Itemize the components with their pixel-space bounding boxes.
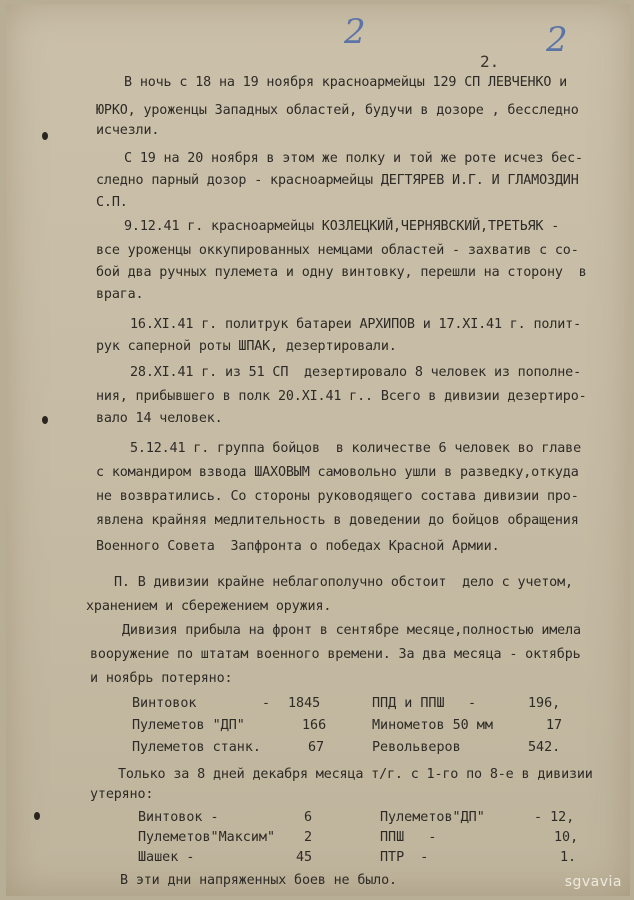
text-line: вало 14 человек. <box>96 411 223 426</box>
text-line: вооружение по штатам военного времени. За два месяца - октябрь <box>90 647 581 662</box>
text-line: 28.XI.41 г. из 51 СП дезертировало 8 человек из пополне- <box>130 365 581 380</box>
text-line: Военного Совета Запфронта о победах Красной Армии. <box>96 539 500 554</box>
handwritten-page-mark-left: 2 <box>344 12 366 52</box>
text-line: не возвратились. Со стороны руководящего состава дивизии про- <box>96 489 579 504</box>
document-body <box>6 4 630 896</box>
text-line: П. В дивизии крайне неблагополучно обстоит дело с учетом, <box>114 575 573 590</box>
text-line: явлена крайняя медлительность в доведении до бойцов обращения <box>96 513 579 528</box>
text-line: бой два ручных пулемета и одну винтовку, перешли на сторону в <box>96 265 587 280</box>
text-line: следно парный дозор - красноармейцы ДЕГТЯРЕВ И.Г. И ГЛАМОЗДИН <box>96 173 579 188</box>
text-line: С.П. <box>96 195 128 210</box>
handwritten-page-mark-right: 2 <box>546 20 568 60</box>
text-line: Дивизия прибыла на фронт в сентябре месяце,полностью имела <box>122 623 581 638</box>
text-line: 9.12.41 г. красноармейцы КОЗЛЕЦКИЙ,ЧЕРНЯВСКИЙ,ТРЕТЬЯК - <box>124 219 560 234</box>
text-line: исчезли. <box>96 123 160 138</box>
text-line: С 19 на 20 ноября в этом же полку и той же роте исчез бес- <box>124 151 583 166</box>
text-line: с командиром взвода ШАХОВЫМ самовольно ушли в разведку,откуда <box>96 465 579 480</box>
text-line: ния, прибывшего в полк 20.XI.41 г.. Всего в дивизии дезертиро- <box>96 389 587 404</box>
text-line: ЮРКО, уроженцы Западных областей, будучи в дозоре , бесследно <box>96 103 579 118</box>
text-line: рук саперной роты ШПАК, дезертировали. <box>96 339 397 354</box>
text-line: утеряно: <box>90 787 154 802</box>
text-line: 5.12.41 г. группа бойцов в количестве 6 человек во главе <box>130 441 581 456</box>
page-number: 2. <box>480 52 500 71</box>
text-line: 16.XI.41 г. политрук батареи АРХИПОВ и 17.XI.41 г. полит- <box>130 317 581 332</box>
closing-line: В эти дни напряженных боев не было. <box>120 873 397 888</box>
text-line: Только за 8 дней декабря месяца т/г. с 1-го по 8-е в дивизии <box>118 767 593 782</box>
text-line: и ноябрь потеряно: <box>90 671 233 686</box>
text-line: хранением и сбережением оружия. <box>86 599 332 614</box>
text-line: все уроженцы оккупированных немцами областей - захватив с со- <box>96 243 579 258</box>
text-line: В ночь с 18 на 19 ноября красноармейцы 129 СП ЛЕВЧЕНКО и <box>124 75 568 90</box>
text-line: врага. <box>96 287 144 302</box>
document-page: 2 2 2. В ночь с 18 на 19 ноября красноармейцы 129 СП ЛЕВЧЕНКО и ЮРКО, уроженцы Западных областей, будучи в дозоре , бесследно исчезли. С 19 на 20 ноября в этом же полку и той же роте исчез бес- следно парный дозор - красноармейцы ДЕГТЯРЕВ И.Г. И ГЛАМОЗДИН С.П. 9.12.41 г. красноармейцы КОЗЛЕЦКИЙ,ЧЕРНЯВСКИЙ,ТРЕТЬЯК - все уроженцы оккупированных немцами областей - захватив с со- бой два ручных пулемета и одну винтовку, перешли на сторону в врага. 16.XI.41 г. политрук батареи АРХИПОВ и 17.XI.41 г. полит- рук саперной роты ШПАК, дезертировали. 28.XI.41 г. из 51 СП дезертировало 8 человек из пополне- ния, прибывшего в полк 20.XI.41 г.. Всего в дивизии дезертиро- вало 14 человек. 5.12.41 г. группа бойцов в количестве 6 человек во главе с командиром взвода ШАХОВЫМ самовольно ушли в разведку,откуда не возвратились. Со стороны руководящего состава дивизии про- явлена крайняя медлительность в доведении до бойцов обращения Военного Совета Запфронта о победах Красной Армии. П. В дивизии крайне неблагополучно обстоит дело с учетом, хранением и сбережением оружия. Дивизия прибыла на фронт в сентябре месяце,полностью имела вооружение по штатам военного времени. За два месяца - октябрь и ноябрь потеряно: Винтовок - 1845 ППД и ППШ - 196, Пулеметов "ДП" 166 Минометов 50 мм 17 Пулеметов станк. 67 Револьверов 542. Только за 8 дней декабря месяца т/г. с 1-го по 8-е в дивизии утеряно: Винтовок - 6 Пулеметов"ДП" - 12, Пулеметов"Максим" 2 ППШ - 10, Шашек - 45 ПТР - 1. В эти дни напряженных боев не было. <box>6 4 630 896</box>
watermark: sgvavia <box>564 874 622 890</box>
